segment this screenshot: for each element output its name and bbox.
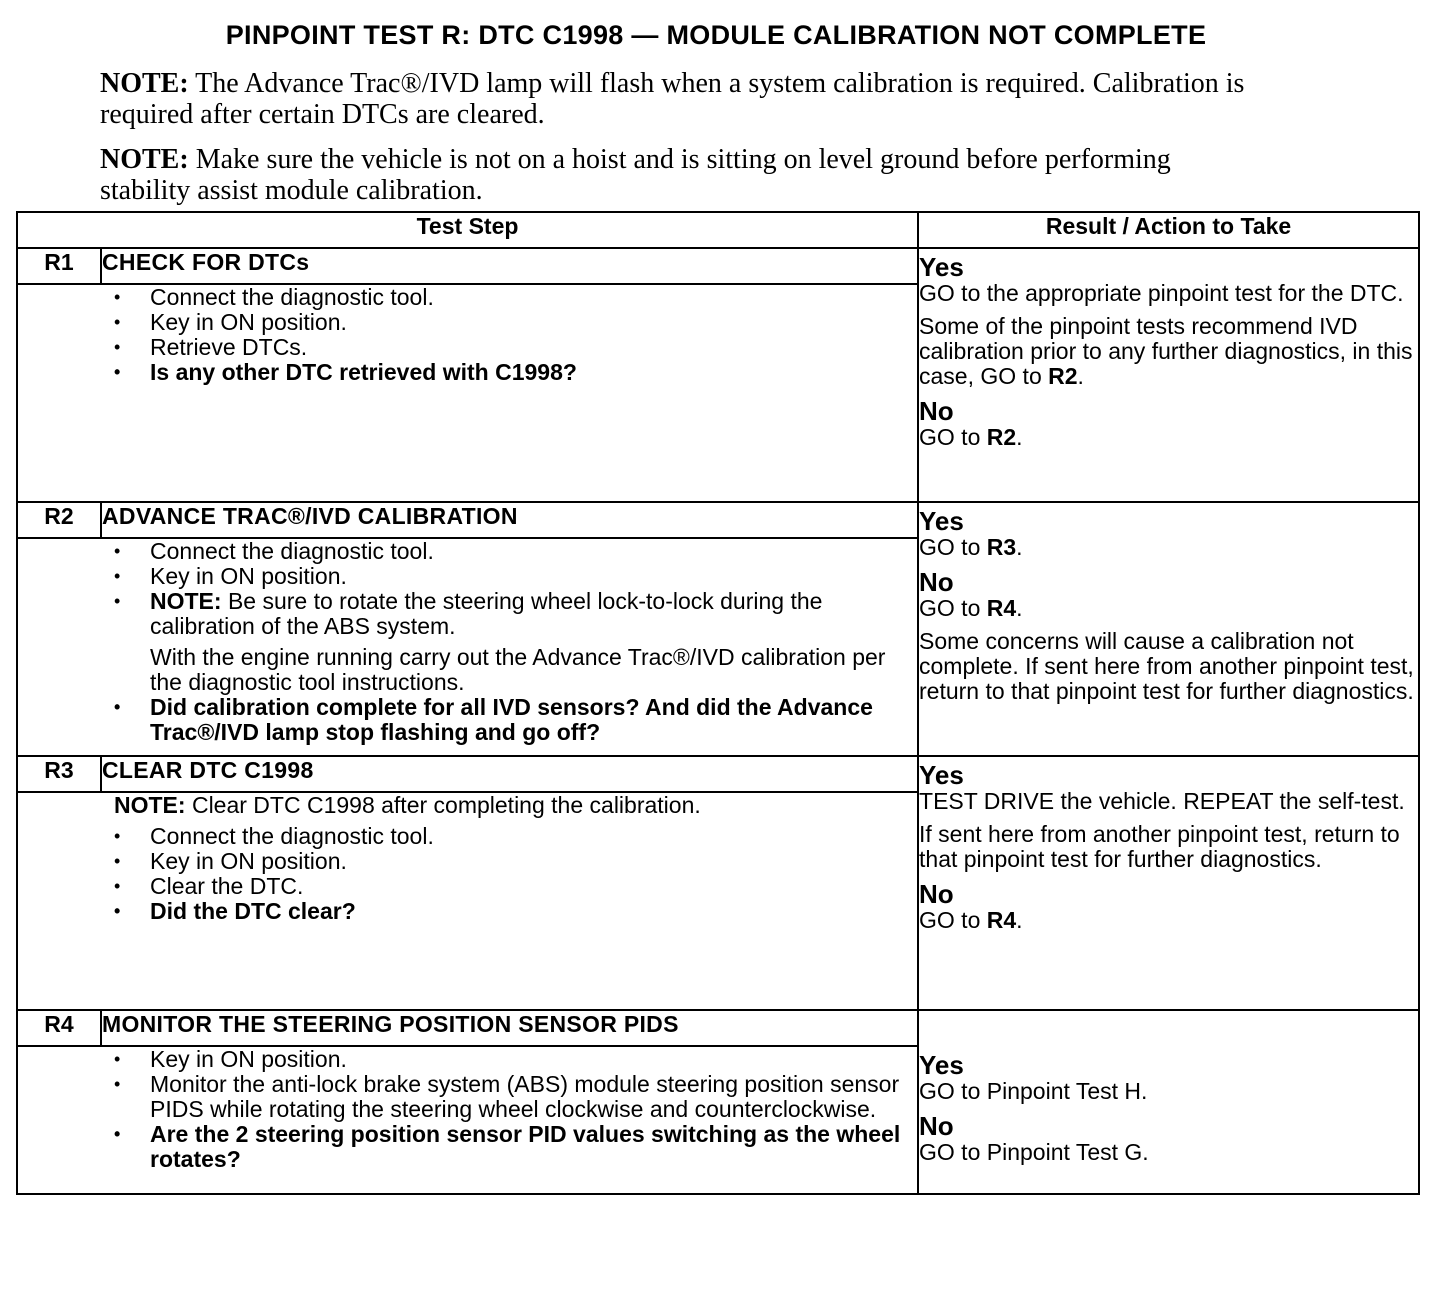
yes-label: Yes [919, 760, 964, 790]
step-paragraph: With the engine running carry out the Advance Trac®/IVD calibration per the diagnostic tool instructions. [150, 644, 886, 695]
list-item: • Monitor the anti-lock brake system (ABS) module steering position sensor PIDS while rotating the steering wheel clockwise and counterclockwise. [18, 1072, 917, 1122]
note-text: Be sure to rotate the steering wheel lock-to-lock during the calibration of the ABS system. [150, 588, 823, 639]
step-title: CLEAR DTC C1998 [101, 756, 918, 792]
yes-label: Yes [919, 1050, 964, 1080]
result-extra: Some concerns will cause a calibration not complete. If sent here from another pinpoint test, return to that pinpoint test for further diagnostics. [919, 628, 1414, 704]
no-action: GO to Pinpoint Test G. [919, 1139, 1149, 1165]
no-action: GO to R4. [919, 595, 1023, 621]
yes-extra: If sent here from another pinpoint test, return to that pinpoint test for further diagnostics. [919, 821, 1400, 872]
list-item: • Connect the diagnostic tool. [18, 285, 917, 310]
header-test-step: Test Step [17, 212, 918, 248]
header-result-action: Result / Action to Take [918, 212, 1419, 248]
list-item: • Key in ON position. [18, 564, 917, 589]
step-question: • Did the DTC clear? [18, 899, 917, 924]
table-header-row [17, 212, 1419, 248]
yes-extra: Some of the pinpoint tests recommend IVD calibration prior to any further diagnostics, in this case, GO to R2. [919, 313, 1413, 389]
step-r4-body [17, 1046, 918, 1194]
list-item: • Key in ON position. [18, 310, 917, 335]
step-id: R2 [17, 502, 101, 538]
note-text: Make sure the vehicle is not on a hoist and is sitting on level ground before performing stability assist module calibration. [100, 144, 1171, 206]
yes-action: TEST DRIVE the vehicle. REPEAT the self-test. [919, 788, 1405, 814]
note-label: NOTE: [114, 792, 186, 818]
step-title: MONITOR THE STEERING POSITION SENSOR PIDS [101, 1010, 918, 1046]
list-item: • Clear the DTC. [18, 874, 917, 899]
list-item: • Key in ON position. [18, 849, 917, 874]
step-ref: R2 [986, 424, 1017, 450]
yes-action: GO to R3. [919, 534, 1023, 560]
list-item: • Connect the diagnostic tool. [18, 539, 917, 564]
no-action: GO to R2. [919, 424, 1023, 450]
step-r2-body [17, 538, 918, 756]
list-item-note [18, 589, 917, 695]
no-label: No [919, 1111, 954, 1141]
list-item: • Key in ON position. [18, 1047, 917, 1072]
step-note [18, 793, 917, 818]
note-label: NOTE: [100, 144, 189, 175]
step-title: ADVANCE TRAC®/IVD CALIBRATION [101, 502, 918, 538]
step-ref: R3 [986, 534, 1017, 560]
note-text: Clear DTC C1998 after completing the calibration. [185, 792, 701, 818]
no-label: No [919, 879, 954, 909]
step-r4-result [918, 1010, 1419, 1194]
yes-prefix: GO to [919, 534, 987, 560]
pinpoint-test-table [16, 211, 1420, 1195]
yes-extra-text: Some of the pinpoint tests recommend IVD calibration prior to any further diagnostics, in this case, GO to [919, 313, 1413, 389]
step-question: • Is any other DTC retrieved with C1998? [18, 360, 917, 385]
step-question: • Are the 2 steering position sensor PID values switching as the wheel rotates? [18, 1122, 917, 1172]
no-action: GO to R4. [919, 907, 1023, 933]
step-r2-result [918, 502, 1419, 756]
note-text: The Advance Trac®/IVD lamp will flash when a system calibration is required. Calibration is required after certain DTCs are cleared. [100, 68, 1245, 130]
step-r1-body [17, 284, 918, 502]
step-id: R3 [17, 756, 101, 792]
step-r3-body [17, 792, 918, 1010]
step-bullets [18, 1047, 917, 1172]
step-question: • Did calibration complete for all IVD sensors? And did the Advance Trac®/IVD lamp stop flashing and go off? [18, 695, 917, 745]
no-prefix: GO to [919, 424, 987, 450]
step-bullets [18, 824, 917, 924]
step-r4-title-row [17, 1010, 1419, 1046]
step-bullets [18, 539, 917, 745]
list-item: • Connect the diagnostic tool. [18, 824, 917, 849]
no-label: No [919, 567, 954, 597]
yes-action: GO to Pinpoint Test H. [919, 1078, 1148, 1104]
note-level-ground [100, 144, 1250, 206]
yes-action: GO to the appropriate pinpoint test for the DTC. [919, 280, 1404, 306]
no-prefix: GO to [919, 907, 987, 933]
note-calibration-lamp [100, 68, 1250, 130]
step-r1-title-row [17, 248, 1419, 284]
step-r3-title-row [17, 756, 1419, 792]
page-title: PINPOINT TEST R: DTC C1998 — MODULE CALIBRATION NOT COMPLETE [225, 20, 1207, 50]
step-id: R1 [17, 248, 101, 284]
note-label: NOTE: [100, 68, 189, 99]
step-r1-result [918, 248, 1419, 502]
step-id: R4 [17, 1010, 101, 1046]
yes-label: Yes [919, 252, 964, 282]
step-title: CHECK FOR DTCs [101, 248, 918, 284]
note-label: NOTE: [150, 588, 222, 614]
list-item: • Retrieve DTCs. [18, 335, 917, 360]
step-r2-title-row [17, 502, 1419, 538]
no-prefix: GO to [919, 595, 987, 621]
step-bullets [18, 285, 917, 385]
step-ref: R4 [986, 907, 1017, 933]
step-r3-result [918, 756, 1419, 1010]
yes-label: Yes [919, 506, 964, 536]
step-ref: R4 [986, 595, 1017, 621]
step-ref: R2 [1048, 363, 1078, 389]
no-label: No [919, 396, 954, 426]
